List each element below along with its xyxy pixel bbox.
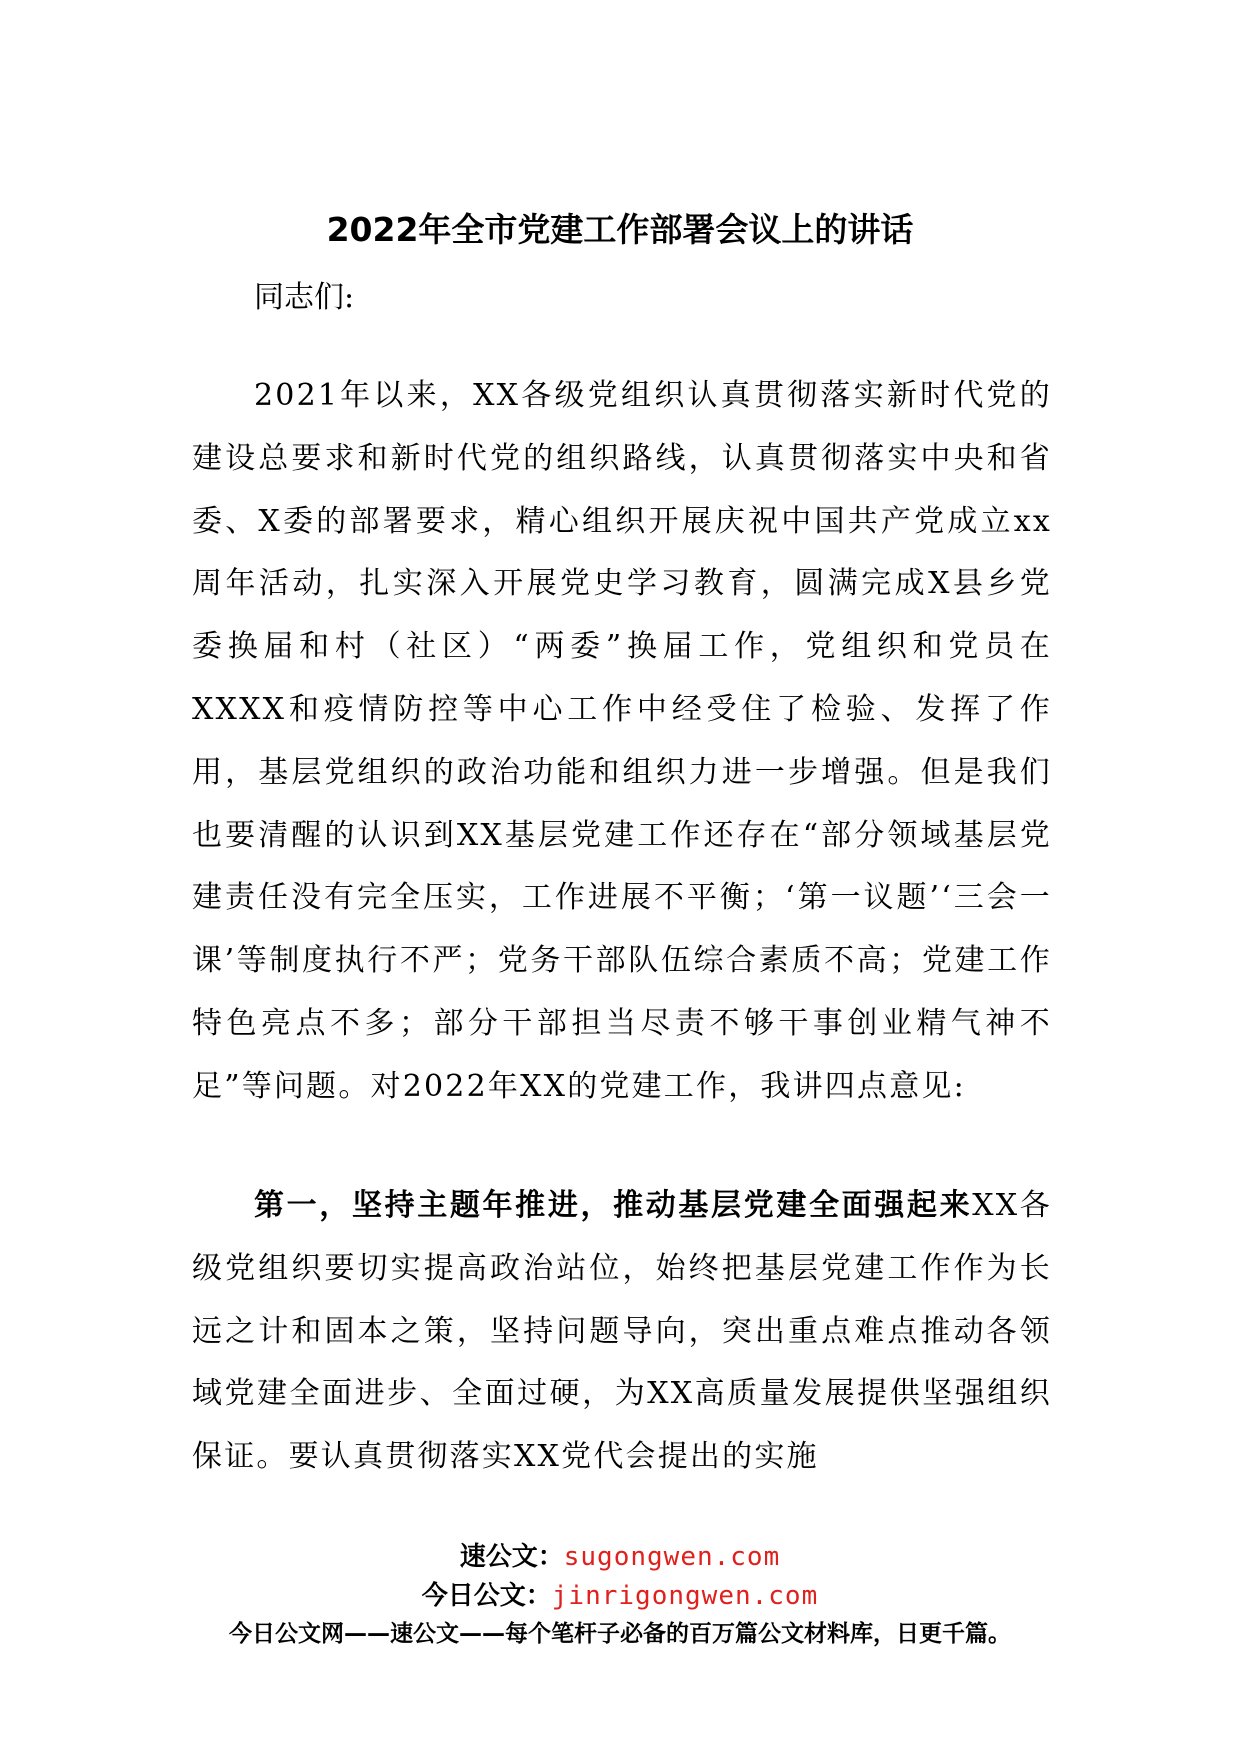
section-heading: 第一，坚持主题年推进，推动基层党建全面强起来 [254, 1188, 973, 1223]
paragraph-intro: 2021年以来，XX各级党组织认真贯彻落实新时代党的建设总要求和新时代党的组织路线，认真贯彻落实中央和省委、X委的部署要求，精心组织开展庆祝中国共产党成立xx周年活动，扎实深入开展党史学习教育，圆满完成X县乡党委换届和村（社区）“两委”换届工作，党组织和党员在XXXX和疫情防控等中心工作中经受住了检验、发挥了作用，基层党组织的政治功能和组织力进一步增强。但是我们也要清醒的认识到XX基层党建工作还存在“部分领域基层党建责任没有完全压实，工作进展不平衡；‘第一议题’‘三会一课’等制度执行不严；党务干部队伍综合素质不高；党建工作特色亮点不多；部分干部担当尽责不够干事创业精气神不足”等问题。对2022年XX的党建工作，我讲四点意见: [192, 378, 1052, 1104]
footer-label: 速公文： [459, 1542, 564, 1572]
footer-line-sugongwen [0, 1536, 1240, 1573]
footer-label: 今日公文： [421, 1581, 552, 1611]
footer-link-sugongwen[interactable]: sugongwen.com [563, 1542, 781, 1572]
footer-line-jinrigongwen [0, 1575, 1240, 1612]
section-body: XX各级党组织要切实提高政治站位，始终把基层党建工作作为长远之计和固本之策，坚持问题导向，突出重点难点推动各领域党建全面进步、全面过硬，为XX高质量发展提供坚强组织保证。要认真贯彻落实XX党代会提出的实施 [192, 1188, 1052, 1475]
footer-slogan: 今日公文网——速公文——每个笔杆子必备的百万篇公文材料库，日更千篇。 [229, 1621, 1011, 1647]
salutation: 同志们: [254, 280, 355, 315]
document-title: 2022年全市党建工作部署会议上的讲话 [326, 210, 914, 249]
section-first [192, 1175, 1052, 1489]
footer-link-jinrigongwen[interactable]: jinrigongwen.com [551, 1581, 819, 1611]
